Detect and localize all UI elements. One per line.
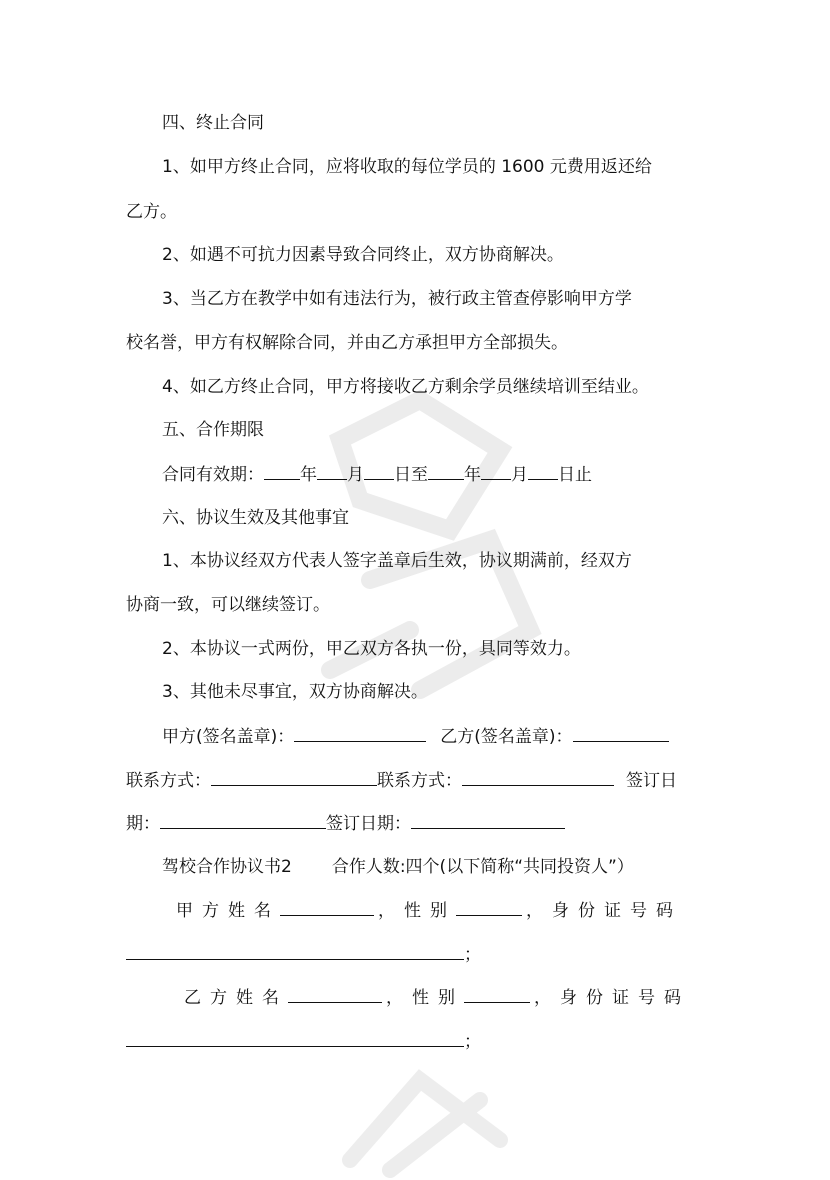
- month-label: 月: [347, 465, 364, 485]
- party-a-name-blank[interactable]: [280, 898, 374, 916]
- party-b-name-label: 乙方姓名: [184, 988, 288, 1008]
- party-a-id-blank[interactable]: [126, 942, 464, 960]
- contact-b-label: 联系方式：: [377, 771, 462, 791]
- agreement2-title: 驾校合作协议书2: [162, 857, 292, 877]
- party-b-id-row: [126, 1029, 481, 1054]
- party-b-gender-label: ，性别: [386, 988, 464, 1008]
- party-b-signature-blank[interactable]: [573, 724, 669, 742]
- section4-para4: 4、如乙方终止合同，甲方将接收乙方剩余学员继续培训至结业。: [162, 377, 649, 397]
- party-a-id-semicolon: ；: [464, 945, 481, 965]
- contract-period-label: 合同有效期：: [162, 465, 264, 485]
- party-b-id-semicolon: ；: [464, 1032, 481, 1052]
- party-b-id-blank[interactable]: [126, 1029, 464, 1047]
- sign-date-b-label: 签订日期：: [326, 814, 411, 834]
- section4-title: 四、终止合同: [162, 113, 264, 133]
- end-month-blank[interactable]: [481, 462, 511, 480]
- party-a-signature-label: 甲方(签名盖章)：: [162, 727, 295, 747]
- sign-date-a-label-part2: 期：: [126, 814, 160, 834]
- party-a-info-row: [176, 898, 682, 923]
- section4-para3-line2: 校名誉，甲方有权解除合同，并由乙方承担甲方全部损失。: [126, 333, 568, 353]
- day-to-label: 日至: [394, 465, 428, 485]
- party-a-signature-blank[interactable]: [294, 724, 426, 742]
- month-label-2: 月: [511, 465, 528, 485]
- agreement2-header: [162, 855, 634, 879]
- contract-period: [162, 462, 592, 487]
- end-day-blank[interactable]: [528, 462, 558, 480]
- section6-para2: 2、本协议一式两份，甲乙双方各执一份，具同等效力。: [162, 639, 581, 659]
- party-b-info-row: [184, 985, 690, 1010]
- year-label: 年: [300, 465, 317, 485]
- party-b-gender-blank[interactable]: [464, 985, 530, 1003]
- party-a-id-row: [126, 942, 481, 967]
- contact-b-blank[interactable]: [462, 768, 614, 786]
- section6-para3: 3、其他未尽事宜，双方协商解决。: [162, 682, 428, 702]
- start-month-blank[interactable]: [317, 462, 347, 480]
- contact-row: [126, 768, 677, 793]
- end-year-blank[interactable]: [428, 462, 464, 480]
- section4-para3-line1: 3、当乙方在教学中如有违法行为，被行政主管查停影响甲方学: [162, 289, 632, 309]
- start-year-blank[interactable]: [264, 462, 300, 480]
- sign-date-row: [126, 811, 565, 836]
- year-label-2: 年: [464, 465, 481, 485]
- sign-date-a-label-part1: 签订日: [626, 771, 677, 791]
- section4-para1-line1: 1、如甲方终止合同，应将收取的每位学员的 1600 元费用返还给: [162, 157, 652, 177]
- party-b-id-label: ，身份证号码: [534, 988, 690, 1008]
- party-a-gender-blank[interactable]: [456, 898, 522, 916]
- party-a-gender-label: ，性别: [378, 901, 456, 921]
- contact-a-blank[interactable]: [211, 768, 377, 786]
- day-end-label: 日止: [558, 465, 592, 485]
- agreement2-partners: 合作人数:四个(以下简称“共同投资人”）: [331, 857, 634, 877]
- section6-para1-line2: 协商一致，可以继续签订。: [126, 595, 330, 615]
- sign-date-a-blank[interactable]: [160, 811, 326, 829]
- party-b-signature-label: 乙方(签名盖章)：: [440, 727, 573, 747]
- watermark-logo-2: [330, 1040, 530, 1180]
- start-day-blank[interactable]: [364, 462, 394, 480]
- section6-para1-line1: 1、本协议经双方代表人签字盖章后生效，协议期满前，经双方: [162, 551, 632, 571]
- section4-para1-line2: 乙方。: [126, 202, 177, 222]
- section6-title: 六、协议生效及其他事宜: [162, 508, 349, 528]
- party-a-id-label: ，身份证号码: [526, 901, 682, 921]
- sign-date-b-blank[interactable]: [411, 811, 565, 829]
- party-a-name-label: 甲方姓名: [176, 901, 280, 921]
- party-b-name-blank[interactable]: [288, 985, 382, 1003]
- contact-a-label: 联系方式：: [126, 771, 211, 791]
- signature-row: [162, 724, 669, 749]
- section4-para2: 2、如遇不可抗力因素导致合同终止，双方协商解决。: [162, 245, 564, 265]
- section5-title: 五、合作期限: [162, 420, 264, 440]
